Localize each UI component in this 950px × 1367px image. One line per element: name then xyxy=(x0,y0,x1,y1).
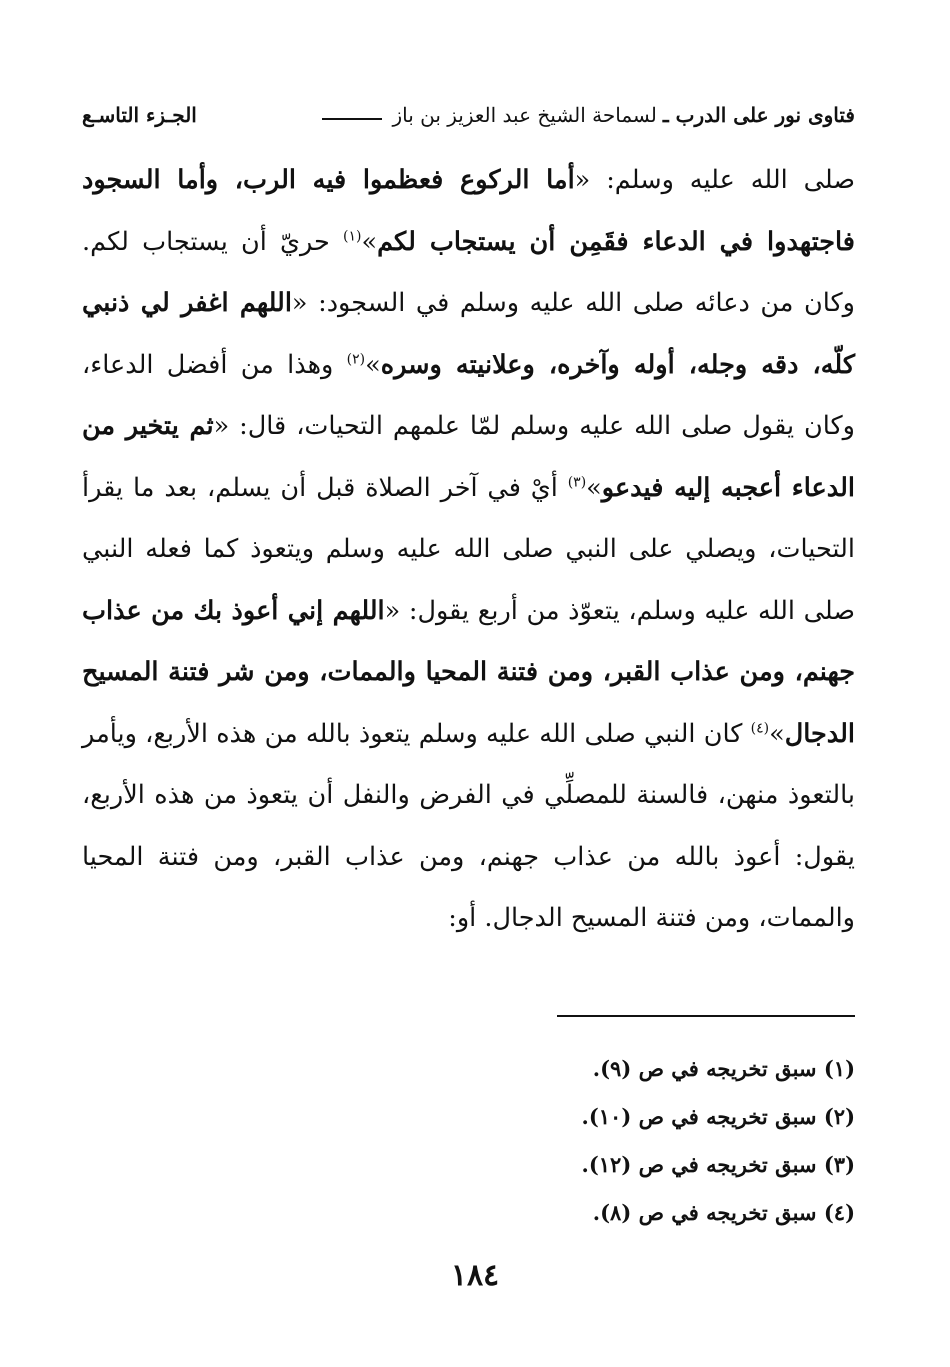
text-segment: وهذا من أفضل الدعاء، وكان يقول صلى الله عليه وسلم لمّا علمهم التحيات، قال: « xyxy=(82,349,855,441)
text-segment: » xyxy=(586,472,602,503)
text-segment: أيْ في آخر الصلاة قبل أن يسلم، بعد ما يقرأ التحيات، ويصلي على النبي صلى الله عليه وسلم ويتعوذ كما فعله النبي صلى الله عليه وسلم، يتعوّذ من أربع يقول: « xyxy=(82,472,855,626)
footnote-item: (٤) سبق تخريجه في ص (٨). xyxy=(592,1200,855,1225)
volume-part: الجـزء التاسـع xyxy=(82,103,197,127)
hadith-quote: ثم يتخير من الدعاء أعجبه إليه فيدعو xyxy=(82,411,855,503)
hadith-quote: اللهم إني أعوذ بك من عذاب جهنم، ومن عذاب القبر، ومن فتنة المحيا والممات، ومن شر فتنة المسيح الدجال xyxy=(82,595,855,749)
main-text xyxy=(82,150,855,950)
footnote-ref-3: (٣) xyxy=(567,474,587,490)
footnote-ref-4: (٤) xyxy=(750,720,770,736)
text-segment: حريّ أن يستجاب لكم. وكان من دعائه صلى الله عليه وسلم في السجود: « xyxy=(82,226,855,318)
footnotes xyxy=(455,1045,855,1237)
footnote-item: (٣) سبق تخريجه في ص (١٢). xyxy=(581,1152,855,1177)
text-segment: » xyxy=(769,718,785,749)
header-rule xyxy=(322,118,382,120)
running-header xyxy=(82,98,855,132)
text-segment: صلى الله عليه وسلم: « xyxy=(574,165,855,195)
footnote-separator xyxy=(557,1015,855,1017)
text-segment: كان النبي صلى الله عليه وسلم يتعوذ بالله من هذه الأربع، ويأمر بالتعوذ منهن، فالسنة للمصلِّي في الفرض والنفل أن يتعوذ من هذه الأربع، يقول: أعوذ بالله من عذاب جهنم، ومن عذاب القبر، ومن فتنة المحيا والممات، ومن فتنة المسيح الدجال. أو: xyxy=(82,718,855,933)
book-title: فتاوى نور على الدرب ـ xyxy=(662,103,855,127)
text-segment: » xyxy=(361,226,378,257)
text-segment: » xyxy=(365,349,381,380)
header-title-group xyxy=(318,103,855,127)
footnote-item: (٢) سبق تخريجه في ص (١٠). xyxy=(581,1104,855,1129)
footnote-ref-2: (٢) xyxy=(346,351,366,367)
hadith-quote: أما الركوع فعظموا فيه الرب، وأما السجود فاجتهدوا في الدعاء فقَمِن أن يستجاب لكم xyxy=(82,165,855,257)
page-number: ١٨٤ xyxy=(450,1258,500,1293)
main-paragraph xyxy=(82,150,855,950)
hadith-quote: اللهم اغفر لي ذنبي كلّه، دقه وجله، أوله وآخره، وعلانيته وسره xyxy=(82,288,856,380)
footnote-item: (١) سبق تخريجه في ص (٩). xyxy=(592,1056,855,1081)
author-name: لسماحة الشيخ عبد العزيز بن باز xyxy=(392,103,657,127)
footnote-ref-1: (١) xyxy=(343,228,362,244)
